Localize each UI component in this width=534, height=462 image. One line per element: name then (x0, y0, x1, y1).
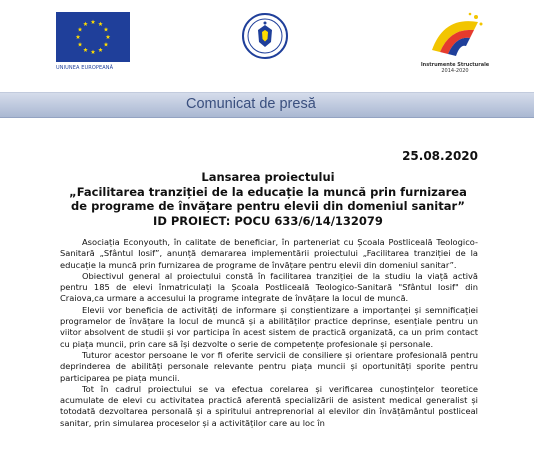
structural-instruments-years: 2014-2020 (441, 68, 469, 74)
press-release-body (60, 237, 478, 429)
body-paragraph: Tuturor acestor persoane le vor fi oferite servicii de consiliere și orientare profesională pentru deprinderea de abilități personale relevante pentru piața muncii și oportunități sporite pentru participarea pe piața muncii. (60, 349, 478, 383)
body-paragraph: Obiectivul general al proiectului constă în facilitarea tranziției de la studiu la viață activă pentru 185 de elevi înmatriculați la Școala Postliceală Teologico-Sanitară "Sfântul Iosif" din Craiova,ca urmare a accesului la programe integrate de învățare la locul de muncă. (60, 270, 478, 304)
logo-bar (0, 0, 534, 95)
heading-line-3: de programe de învățare pentru elevii din domeniul sanitar” (71, 199, 465, 213)
eu-flag-icon (56, 12, 130, 62)
body-paragraph: Elevii vor beneficia de activități de informare și conștientizare a importanței și semnificației programelor de învățare la locul de muncă și a abilităților practice deprinse, esențiale pentru un viitor absolvent de studii și vor participa în acest sistem de practică organizată, ca un prim contact cu piața muncii, prin care să își dezvolte o serie de competențe profesionale și personale. (60, 304, 478, 349)
heading-line-4: ID PROIECT: POCU 633/6/14/132079 (153, 213, 383, 228)
press-release-banner (0, 92, 534, 118)
body-paragraph: Asociația Econyouth, în calitate de beneficiar, în parteneriat cu Școala Postliceală Teologico-Sanitară „Sfântul Iosif”, anunță demararea implementării proiectului „Facilitarea tranziției de la educație la muncă prin furnizarea de programe de învățare pentru elevii din domeniul sanitar”. (60, 237, 478, 270)
heading-line-2: „Facilitarea tranziției de la educație la muncă prin furnizarea (69, 184, 467, 199)
romanian-government-logo (241, 12, 289, 60)
banner-title: Comunicat de presă (186, 96, 316, 112)
body-paragraph: Tot în cadrul proiectului se va efectua corelarea și verificarea cunoștințelor teoretice acumulate de elevi cu activitatea practică aferentă specializării de asistent medical generalist și totodată dezvoltarea personală și a spiritului antreprenorial al elevilor din învățământul postliceal sanitar, prin simularea proceselor și a activităților care au loc în (60, 383, 478, 428)
release-date: 25.08.2020 (402, 149, 478, 163)
heading-line-1: Lansarea proiectului (201, 170, 335, 184)
government-seal-icon (241, 12, 289, 60)
structural-instruments-title: Instrumente Structurale (420, 62, 490, 68)
eu-logo (56, 12, 130, 80)
structural-instruments-logo (410, 10, 500, 94)
structural-instruments-icon (424, 10, 486, 60)
eu-label: UNIUNEA EUROPEANĂ (56, 65, 114, 71)
project-heading (56, 170, 480, 228)
